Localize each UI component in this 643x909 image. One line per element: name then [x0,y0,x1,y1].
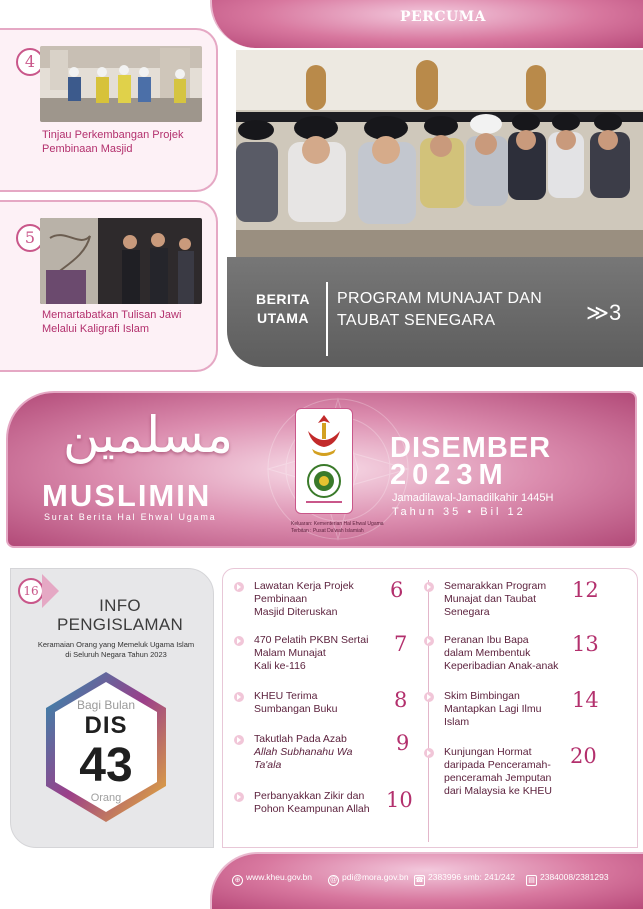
toc-line: Senegara [444,606,490,618]
title-line: INFO [99,596,141,615]
toc-line: Lawatan Kerja Projek [254,580,354,592]
toc-page: 8 [394,688,408,712]
email-icon: @ [329,877,338,884]
toc-title [444,746,552,798]
ministry-seal-icon [308,465,340,497]
hijri-date: Jamadilawal-Jamadilkahir 1445H [392,492,554,504]
toc-line: Malam Munajat [254,647,326,659]
toc-page: 6 [390,578,404,602]
toc-line: Munajat dan Taubat [444,593,537,605]
label-line: BERITA [255,291,311,307]
toc-line: Ta'ala [254,759,282,771]
toc-page: 13 [572,632,599,656]
month-label: Bagi Bulan [76,698,136,712]
toc-line: dalam Membentuk [444,647,531,659]
issue-year: 2023M [390,459,509,491]
side-story-caption-1[interactable] [42,128,212,156]
month-value: DIS [84,712,128,739]
toc-line: Skim Bimbingan [444,690,520,702]
toc-title [254,733,352,772]
toc-line: Masjid Diteruskan [254,606,338,618]
toc-line: Pembinaan [254,593,308,605]
toc-title [254,690,337,716]
count-unit: Orang [90,792,122,804]
toc-page: 12 [572,578,599,602]
page-number-badge: 16 [18,578,44,604]
fax-text: 2384008/2381293 [540,872,609,882]
calligraphy-photo [40,218,202,304]
main-story-photo [236,50,643,258]
side-story-caption-2[interactable] [42,308,212,336]
toc-title [254,580,354,619]
toc-item[interactable] [424,746,624,802]
footer-email[interactable] [328,872,409,886]
toc-line: Perbanyakkan Zikir dan [254,790,365,802]
toc-title [444,580,546,619]
bullet-arrow-icon [424,582,434,592]
construction-photo [40,46,202,122]
bullet-arrow-icon [424,636,434,646]
edition-info: Tahun 35 • Bil 12 [392,506,526,518]
toc-line: penceramah Jemputan [444,772,552,784]
info-title [40,596,200,634]
toc-item[interactable] [234,790,414,820]
phone-text: 2383996 smb: 241/242 [428,872,515,882]
toc-line: Mantapkan Lagi Ilmu [444,703,542,715]
headline-label [246,290,320,328]
title-line: PENGISLAMAN [56,615,184,634]
toc-item[interactable] [234,634,414,678]
footer-website[interactable] [232,872,312,886]
title-line: TAUBAT SENEGARA [337,312,496,329]
subtitle-line: di Seluruh Negara Tahun 2023 [65,650,167,659]
toc-line: 470 Pelatih PKBN Sertai [254,634,369,646]
toc-line: Kunjungan Hormat [444,746,532,758]
toc-line: KHEU Terima [254,690,318,702]
email-text: pdi@mora.gov.bn [342,872,409,882]
toc-page: 14 [572,688,599,712]
footer-phone[interactable] [414,872,515,886]
toc-title [444,690,541,729]
toc-line: Sumbangan Buku [254,703,338,715]
bullet-arrow-icon [234,792,244,802]
toc-item[interactable] [234,733,414,777]
toc-line: Islam [444,716,470,728]
headline-page-ref[interactable]: ≫3 [586,300,622,325]
publisher-line: Keluaran: Kementerian Hal Ehwal Ugama [291,521,384,527]
toc-line: Allah Subhanahu Wa [254,746,353,758]
toc-item[interactable] [424,634,624,678]
toc-line: Peranan Ibu Bapa [444,634,529,646]
website-text: www.kheu.gov.bn [246,872,312,882]
bullet-arrow-icon [424,692,434,702]
subtitle-line: Keramaian Orang yang Memeluk Ugama Islam [37,640,195,649]
toc-title [444,634,558,673]
toc-line: Takutlah Pada Azab [254,733,347,745]
toc-line: Keperibadian Anak-anak [444,660,559,672]
headline-divider [326,282,328,356]
toc-item[interactable] [234,690,414,720]
toc-line: daripada Penceramah- [444,759,551,771]
publication-title: MUSLIMIN [42,478,212,513]
toc-item[interactable] [234,580,414,624]
page-number-badge: 5 [16,224,44,252]
caption-line: Tinjau Perkembangan Projek [42,129,184,141]
toc-line: Semarakkan Program [444,580,547,592]
tagline: Surat Berita Hal Ehwal Ugama [44,512,217,522]
headline-title[interactable] [337,288,582,332]
toc-title [254,790,370,816]
arabic-title: مسلمين [63,406,233,464]
publisher-credits [291,521,401,535]
globe-icon: ⊕ [232,875,243,886]
crest-logos [295,408,353,514]
caption-line: Memartabatkan Tulisan Jawi [42,309,182,321]
page-number-badge: 4 [16,48,44,76]
caption-line: Pembinaan Masjid [42,143,133,155]
toc-page: 20 [570,744,597,768]
toc-line: Pohon Keampunan Allah [254,803,370,815]
toc-title [254,634,368,673]
toc-line: Kali ke-116 [254,660,306,672]
bullet-arrow-icon [234,735,244,745]
toc-page: 10 [386,788,413,812]
fax-icon: ▤ [526,875,537,886]
toc-page: 9 [396,731,410,755]
toc-item[interactable] [424,580,624,624]
caption-line: Melalui Kaligrafi Islam [42,323,149,335]
bullet-arrow-icon [234,692,244,702]
price-label: PERCUMA [400,9,487,25]
bullet-arrow-icon [234,636,244,646]
toc-line: dari Malaysia ke KHEU [444,785,552,797]
label-line: UTAMA [256,310,309,326]
brunei-crest-icon [308,415,340,456]
publisher-line: Terbitan : Pusat Da'wah Islamiah [291,528,364,534]
phone-icon: ☎ [415,877,424,884]
toc-page: 7 [394,632,408,656]
title-line: PROGRAM MUNAJAT DAN [337,290,543,307]
convert-count: 43 [79,739,133,792]
info-subtitle [28,640,204,660]
bullet-arrow-icon [234,582,244,592]
toc-item[interactable] [424,690,624,734]
issue-month: DISEMBER [390,432,552,464]
bullet-arrow-icon [424,748,434,758]
footer-fax[interactable] [526,872,609,886]
